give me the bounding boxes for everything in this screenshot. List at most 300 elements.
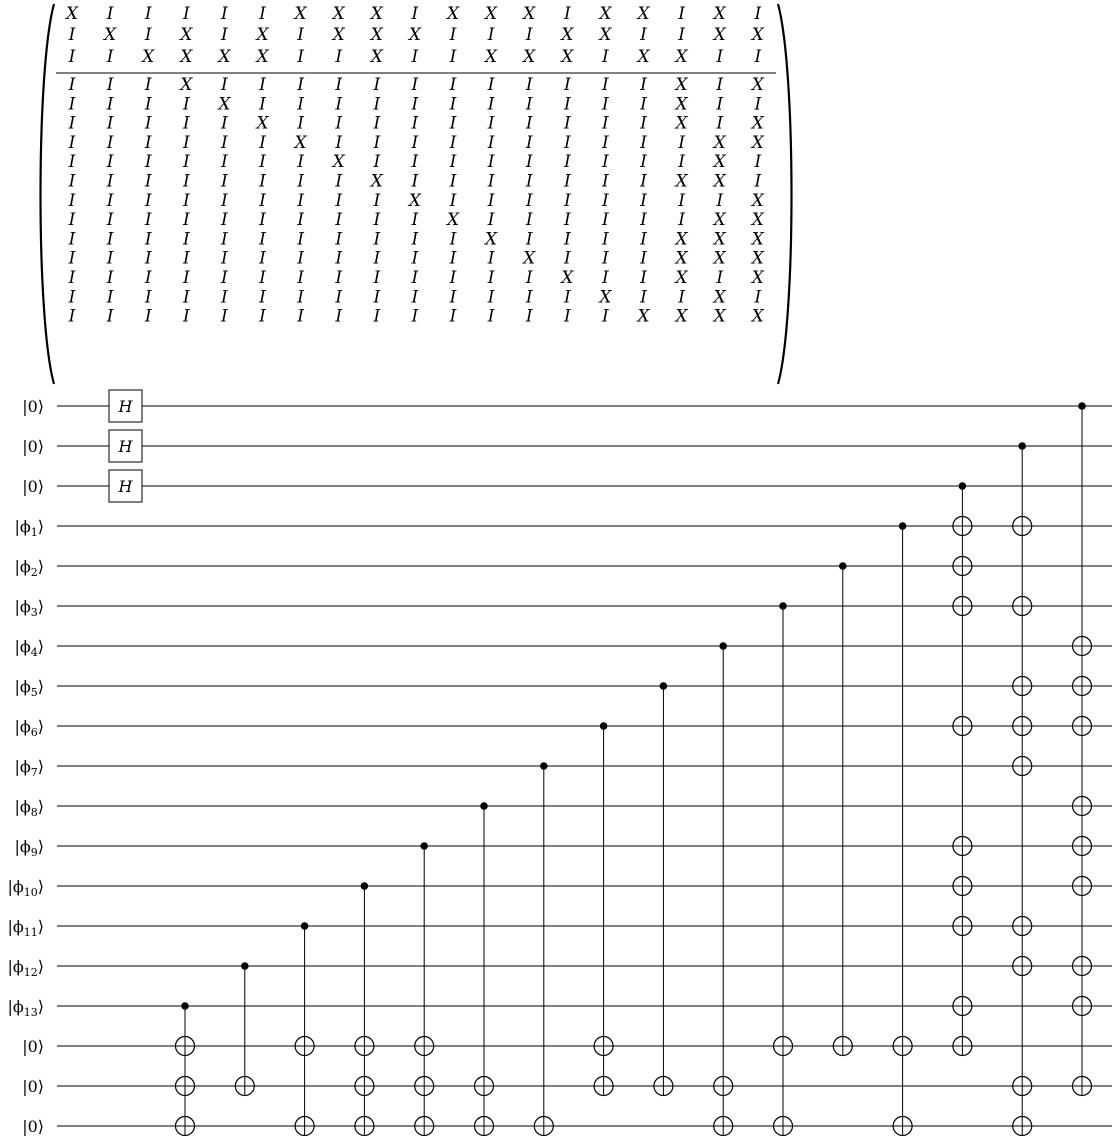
matrix-cell: I bbox=[144, 248, 152, 269]
control-dot bbox=[241, 962, 249, 970]
matrix-cell: I bbox=[221, 132, 228, 153]
matrix-cell: X bbox=[751, 25, 764, 45]
matrix-cell: I bbox=[487, 94, 495, 115]
matrix-cell: I bbox=[297, 190, 304, 211]
quantum-circuit bbox=[7, 390, 1112, 1136]
matrix-cell: I bbox=[297, 171, 304, 192]
matrix-cell: I bbox=[602, 94, 609, 115]
qubit-label: $|\phi_4⟩$ bbox=[14, 637, 44, 659]
matrix-cell: I bbox=[716, 113, 724, 134]
matrix-cell: I bbox=[144, 306, 152, 327]
matrix-cell: I bbox=[563, 113, 571, 134]
matrix-cell: I bbox=[182, 94, 190, 115]
matrix-cell: X bbox=[713, 287, 726, 308]
matrix-cell: I bbox=[449, 229, 457, 250]
matrix-cell: I bbox=[754, 47, 762, 67]
matrix-cell: I bbox=[640, 113, 647, 134]
matrix-cell: I bbox=[563, 229, 571, 250]
matrix-cell: I bbox=[678, 152, 685, 173]
matrix-cell: I bbox=[182, 306, 190, 327]
matrix-cell: X bbox=[751, 132, 764, 153]
matrix-cell: I bbox=[106, 210, 114, 231]
matrix-cell: I bbox=[182, 152, 190, 173]
matrix-cell: I bbox=[678, 4, 685, 24]
matrix-cell: X bbox=[408, 190, 421, 211]
matrix-cell: I bbox=[487, 268, 495, 288]
matrix-cell: X bbox=[637, 47, 650, 67]
matrix-cell: X bbox=[256, 113, 269, 134]
matrix-cell: I bbox=[259, 287, 266, 308]
matrix-cell: I bbox=[106, 287, 114, 308]
matrix-cell: X bbox=[751, 75, 764, 95]
matrix-cell: I bbox=[487, 190, 495, 211]
matrix-cell: I bbox=[487, 25, 495, 45]
matrix-cell: I bbox=[525, 132, 533, 153]
matrix-cell: X bbox=[294, 132, 307, 153]
matrix-cell: I bbox=[602, 229, 609, 250]
matrix-cell: I bbox=[754, 94, 762, 115]
control-dot bbox=[839, 562, 847, 570]
matrix-cell: I bbox=[373, 306, 381, 327]
matrix-cell: I bbox=[602, 152, 609, 173]
matrix-cell: I bbox=[259, 152, 266, 173]
matrix-cell: X bbox=[675, 268, 688, 288]
matrix-cell: X bbox=[561, 47, 574, 67]
matrix-cell: I bbox=[259, 248, 266, 269]
matrix-cell: I bbox=[259, 210, 266, 231]
matrix-cell: I bbox=[525, 190, 533, 211]
matrix-cell: I bbox=[563, 248, 571, 269]
qubit-label: $|\phi_2⟩$ bbox=[14, 557, 44, 579]
matrix-cell: I bbox=[487, 287, 495, 308]
matrix-cell: I bbox=[68, 113, 76, 134]
matrix-cell: I bbox=[297, 229, 304, 250]
matrix-cell: I bbox=[335, 171, 343, 192]
matrix-cell: I bbox=[411, 248, 419, 269]
matrix-cell: X bbox=[485, 47, 498, 67]
matrix-cell: X bbox=[713, 306, 726, 327]
matrix-cell: I bbox=[754, 152, 762, 173]
matrix-cell: I bbox=[449, 171, 457, 192]
matrix-cell: I bbox=[297, 210, 304, 231]
matrix-cell: X bbox=[523, 4, 536, 24]
matrix-cell: I bbox=[678, 132, 685, 153]
matrix-cell: I bbox=[182, 171, 190, 192]
matrix-cell: I bbox=[602, 47, 609, 67]
matrix-cell: X bbox=[675, 171, 688, 192]
matrix-cell: X bbox=[713, 25, 726, 45]
matrix-cell: I bbox=[259, 94, 266, 115]
matrix-cell: I bbox=[144, 229, 152, 250]
matrix-cell: I bbox=[335, 268, 343, 288]
matrix-cell: I bbox=[525, 152, 533, 173]
control-dot bbox=[600, 722, 608, 730]
matrix-cell: I bbox=[563, 94, 571, 115]
matrix-cell: X bbox=[675, 94, 688, 115]
matrix-cell: I bbox=[144, 75, 152, 95]
matrix-cell: X bbox=[637, 4, 650, 24]
matrix-cell: I bbox=[106, 94, 114, 115]
matrix-cell: I bbox=[335, 287, 343, 308]
matrix-cell: I bbox=[754, 171, 762, 192]
matrix-cell: I bbox=[182, 113, 190, 134]
matrix-cell: I bbox=[449, 94, 457, 115]
control-dot bbox=[361, 882, 369, 890]
matrix-cell: X bbox=[485, 229, 498, 250]
matrix-cell: I bbox=[754, 4, 762, 24]
qubit-label: |0⟩ bbox=[22, 397, 44, 416]
matrix-cell: I bbox=[259, 171, 266, 192]
matrix-cell: I bbox=[106, 268, 114, 288]
matrix-cell: I bbox=[106, 4, 114, 24]
matrix-cell: X bbox=[713, 4, 726, 24]
matrix-cell: I bbox=[182, 4, 190, 24]
matrix-cell: I bbox=[525, 113, 533, 134]
matrix-cell: X bbox=[256, 25, 269, 45]
matrix-cell: X bbox=[180, 25, 193, 45]
matrix-cell: I bbox=[335, 229, 343, 250]
matrix-cell: I bbox=[640, 171, 647, 192]
matrix-cell: I bbox=[221, 248, 228, 269]
matrix-cell: X bbox=[751, 268, 764, 288]
matrix-cell: I bbox=[411, 132, 419, 153]
matrix-cell: I bbox=[106, 229, 114, 250]
matrix-cell: X bbox=[332, 25, 345, 45]
matrix-cell: X bbox=[751, 190, 764, 211]
matrix-cell: I bbox=[221, 4, 228, 24]
matrix-cell: I bbox=[259, 132, 266, 153]
hadamard-gate-label: H bbox=[118, 397, 133, 416]
control-dot bbox=[181, 1002, 189, 1010]
matrix-cell: I bbox=[68, 287, 76, 308]
hadamard-gate-label: H bbox=[118, 477, 133, 496]
matrix-cell: I bbox=[487, 152, 495, 173]
matrix-cell: I bbox=[221, 75, 228, 95]
matrix-cell: I bbox=[487, 171, 495, 192]
matrix-cell: I bbox=[373, 190, 381, 211]
matrix-cell: I bbox=[678, 287, 685, 308]
control-dot bbox=[719, 642, 727, 650]
matrix-cell: I bbox=[335, 210, 343, 231]
matrix-cell: I bbox=[373, 210, 381, 231]
matrix-cell: I bbox=[487, 113, 495, 134]
matrix-cell: I bbox=[411, 94, 419, 115]
matrix-cell: I bbox=[563, 306, 571, 327]
matrix-cell: I bbox=[68, 190, 76, 211]
matrix-cell: I bbox=[563, 132, 571, 153]
matrix-cell: I bbox=[449, 132, 457, 153]
matrix-cell: I bbox=[716, 190, 724, 211]
matrix-cell: I bbox=[259, 75, 266, 95]
qubit-label: |0⟩ bbox=[22, 1117, 44, 1136]
matrix-cell: I bbox=[144, 25, 152, 45]
matrix-cell: I bbox=[411, 152, 419, 173]
matrix-cell: X bbox=[370, 25, 383, 45]
matrix-cell: X bbox=[713, 132, 726, 153]
matrix-cell: X bbox=[218, 94, 231, 115]
matrix-cell: I bbox=[259, 4, 266, 24]
matrix-cell: X bbox=[675, 248, 688, 269]
matrix-cell: I bbox=[563, 287, 571, 308]
matrix-cell: I bbox=[144, 171, 152, 192]
qubit-label: $|\phi_{10}⟩$ bbox=[7, 877, 44, 899]
qubit-label: $|\phi_9⟩$ bbox=[14, 837, 44, 859]
matrix-cell: I bbox=[297, 287, 304, 308]
matrix-cell: I bbox=[411, 47, 419, 67]
matrix-cell: I bbox=[297, 248, 304, 269]
control-dot bbox=[899, 522, 907, 530]
matrix-cell: I bbox=[563, 171, 571, 192]
matrix-cell: I bbox=[144, 113, 152, 134]
matrix-cell: I bbox=[335, 113, 343, 134]
matrix-cell: I bbox=[259, 190, 266, 211]
matrix-cell: I bbox=[68, 171, 76, 192]
matrix-cell: I bbox=[678, 210, 685, 231]
qubit-label: $|\phi_8⟩$ bbox=[14, 797, 44, 819]
matrix-cell: I bbox=[144, 4, 152, 24]
matrix-cell: X bbox=[675, 306, 688, 327]
matrix-cell: I bbox=[297, 25, 304, 45]
matrix-cell: X bbox=[180, 75, 193, 95]
matrix-cell: I bbox=[487, 75, 495, 95]
matrix-cell: I bbox=[525, 94, 533, 115]
matrix-cell: I bbox=[487, 306, 495, 327]
matrix-cell: I bbox=[640, 268, 647, 288]
matrix-cell: I bbox=[259, 229, 266, 250]
matrix-cell: X bbox=[751, 248, 764, 269]
matrix-cell: I bbox=[411, 171, 419, 192]
matrix-cell: I bbox=[411, 210, 419, 231]
matrix-cell: I bbox=[373, 113, 381, 134]
matrix-cell: I bbox=[335, 190, 343, 211]
matrix-cell: I bbox=[259, 306, 266, 327]
matrix-cell: I bbox=[335, 306, 343, 327]
qubit-label: |0⟩ bbox=[22, 1037, 44, 1056]
matrix-cell: I bbox=[144, 94, 152, 115]
matrix-cell: X bbox=[332, 152, 345, 173]
matrix-cell: X bbox=[332, 4, 345, 24]
matrix-cell: I bbox=[449, 190, 457, 211]
matrix-cell: I bbox=[221, 210, 228, 231]
matrix-cell: I bbox=[221, 113, 228, 134]
matrix-cell: I bbox=[602, 190, 609, 211]
matrix-cell: I bbox=[640, 132, 647, 153]
matrix-cell: X bbox=[218, 47, 231, 67]
control-dot bbox=[1078, 402, 1086, 410]
qubit-label: $|\phi_6⟩$ bbox=[14, 717, 44, 739]
matrix-cell: I bbox=[68, 306, 76, 327]
control-dot bbox=[959, 482, 967, 490]
matrix-cell: X bbox=[294, 4, 307, 24]
matrix-cell: I bbox=[525, 210, 533, 231]
matrix-cell: I bbox=[602, 268, 609, 288]
control-dot bbox=[1018, 442, 1026, 450]
matrix-cell: I bbox=[68, 47, 76, 67]
matrix-cell: X bbox=[65, 4, 79, 24]
matrix-cell: X bbox=[675, 229, 688, 250]
matrix-cell: I bbox=[449, 306, 457, 327]
matrix-cell: I bbox=[411, 113, 419, 134]
matrix-cell: X bbox=[675, 47, 688, 67]
matrix-cell: X bbox=[370, 171, 383, 192]
matrix-cell: I bbox=[373, 268, 381, 288]
qubit-label: $|\phi_1⟩$ bbox=[14, 517, 44, 539]
matrix-cell: X bbox=[485, 4, 498, 24]
matrix-cell: I bbox=[106, 171, 114, 192]
qubit-label: $|\phi_{13}⟩$ bbox=[7, 997, 44, 1019]
pauli-matrix bbox=[41, 4, 792, 384]
matrix-cell: X bbox=[637, 306, 650, 327]
matrix-cell: I bbox=[221, 152, 228, 173]
matrix-cell: I bbox=[602, 75, 609, 95]
matrix-cell: I bbox=[640, 190, 647, 211]
matrix-cell: I bbox=[640, 25, 647, 45]
matrix-cell: I bbox=[68, 248, 76, 269]
matrix-cell: I bbox=[640, 94, 647, 115]
matrix-cell: I bbox=[678, 190, 685, 211]
matrix-cell: I bbox=[259, 268, 266, 288]
matrix-cell: I bbox=[373, 75, 381, 95]
matrix-cell: I bbox=[373, 287, 381, 308]
matrix-cell: I bbox=[411, 268, 419, 288]
matrix-cell: I bbox=[144, 190, 152, 211]
matrix-cell: I bbox=[106, 306, 114, 327]
matrix-cell: I bbox=[297, 75, 304, 95]
matrix-cell: I bbox=[106, 248, 114, 269]
matrix-cell: I bbox=[297, 113, 304, 134]
matrix-cell: I bbox=[449, 75, 457, 95]
matrix-cell: I bbox=[449, 248, 457, 269]
matrix-cell: X bbox=[751, 229, 764, 250]
matrix-cell: I bbox=[373, 94, 381, 115]
matrix-cell: I bbox=[335, 132, 343, 153]
matrix-cell: I bbox=[449, 113, 457, 134]
matrix-cell: X bbox=[599, 4, 612, 24]
matrix-cell: I bbox=[297, 152, 304, 173]
matrix-cell: I bbox=[221, 229, 228, 250]
matrix-cell: I bbox=[335, 94, 343, 115]
qubit-label: $|\phi_5⟩$ bbox=[14, 677, 44, 699]
matrix-cell: I bbox=[221, 190, 228, 211]
qubit-label: $|\phi_{11}⟩$ bbox=[7, 917, 44, 939]
matrix-cell: X bbox=[599, 25, 612, 45]
matrix-cell: I bbox=[640, 75, 647, 95]
matrix-cell: I bbox=[106, 113, 114, 134]
matrix-cell: X bbox=[713, 171, 726, 192]
matrix-cell: I bbox=[68, 94, 76, 115]
control-dot bbox=[420, 842, 428, 850]
matrix-cell: I bbox=[525, 171, 533, 192]
matrix-cell: I bbox=[221, 171, 228, 192]
control-dot bbox=[660, 682, 668, 690]
matrix-cell: I bbox=[563, 210, 571, 231]
matrix-cell: I bbox=[449, 152, 457, 173]
matrix-cell: X bbox=[142, 47, 155, 67]
matrix-cell: I bbox=[335, 47, 343, 67]
matrix-cell: I bbox=[221, 306, 228, 327]
matrix-cell: X bbox=[751, 210, 764, 231]
matrix-cell: I bbox=[182, 229, 190, 250]
matrix-cell: X bbox=[180, 47, 193, 67]
matrix-cell: X bbox=[675, 113, 688, 134]
matrix-cell: I bbox=[563, 75, 571, 95]
matrix-cell: X bbox=[370, 4, 383, 24]
matrix-cell: I bbox=[68, 75, 76, 95]
matrix-cell: I bbox=[525, 287, 533, 308]
matrix-cell: I bbox=[525, 306, 533, 327]
matrix-cell: X bbox=[599, 287, 612, 308]
matrix-cell: I bbox=[487, 132, 495, 153]
matrix-cell: I bbox=[640, 248, 647, 269]
matrix-cell: X bbox=[104, 25, 117, 45]
matrix-cell: X bbox=[523, 248, 536, 269]
matrix-cell: I bbox=[68, 268, 76, 288]
matrix-cell: I bbox=[106, 47, 114, 67]
matrix-cell: I bbox=[106, 75, 114, 95]
matrix-cell: I bbox=[68, 132, 76, 153]
control-dot bbox=[301, 922, 309, 930]
matrix-cell: I bbox=[297, 47, 304, 67]
matrix-cell: I bbox=[297, 268, 304, 288]
matrix-cell: I bbox=[602, 248, 609, 269]
matrix-cell: I bbox=[525, 268, 533, 288]
matrix-cell: I bbox=[144, 210, 152, 231]
matrix-cell: I bbox=[297, 306, 304, 327]
matrix-cell: X bbox=[751, 113, 764, 134]
matrix-cell: I bbox=[602, 113, 609, 134]
matrix-cell: X bbox=[256, 47, 269, 67]
matrix-cell: I bbox=[640, 152, 647, 173]
matrix-cell: I bbox=[716, 75, 724, 95]
matrix-cell: X bbox=[561, 268, 574, 288]
matrix-cell: I bbox=[525, 75, 533, 95]
matrix-cell: I bbox=[640, 229, 647, 250]
qubit-label: |0⟩ bbox=[22, 1077, 44, 1096]
qubit-label: $|\phi_{12}⟩$ bbox=[7, 957, 44, 979]
matrix-cell: I bbox=[182, 190, 190, 211]
matrix-cell: X bbox=[408, 25, 421, 45]
matrix-cell: I bbox=[411, 306, 419, 327]
matrix-left-paren bbox=[41, 4, 55, 384]
matrix-cell: X bbox=[751, 306, 764, 327]
matrix-cell: X bbox=[523, 47, 536, 67]
matrix-cell: I bbox=[335, 248, 343, 269]
matrix-cell: I bbox=[525, 229, 533, 250]
matrix-cell: I bbox=[144, 152, 152, 173]
matrix-cell: I bbox=[563, 4, 571, 24]
qubit-label: $|\phi_3⟩$ bbox=[14, 597, 44, 619]
matrix-cell: I bbox=[754, 287, 762, 308]
matrix-cell: I bbox=[68, 152, 76, 173]
matrix-cell: I bbox=[106, 152, 114, 173]
matrix-cell: I bbox=[144, 268, 152, 288]
matrix-cell: I bbox=[182, 268, 190, 288]
hadamard-gate-label: H bbox=[118, 437, 133, 456]
qubit-label: |0⟩ bbox=[22, 437, 44, 456]
control-dot bbox=[480, 802, 488, 810]
matrix-cell: I bbox=[678, 25, 685, 45]
matrix-cell: I bbox=[106, 132, 114, 153]
matrix-cell: I bbox=[182, 210, 190, 231]
matrix-cell: I bbox=[144, 132, 152, 153]
matrix-cell: I bbox=[182, 132, 190, 153]
matrix-cell: I bbox=[221, 287, 228, 308]
matrix-cell: I bbox=[525, 25, 533, 45]
matrix-cell: X bbox=[675, 75, 688, 95]
matrix-cell: I bbox=[602, 171, 609, 192]
matrix-cell: I bbox=[373, 152, 381, 173]
matrix-right-paren bbox=[778, 4, 792, 384]
